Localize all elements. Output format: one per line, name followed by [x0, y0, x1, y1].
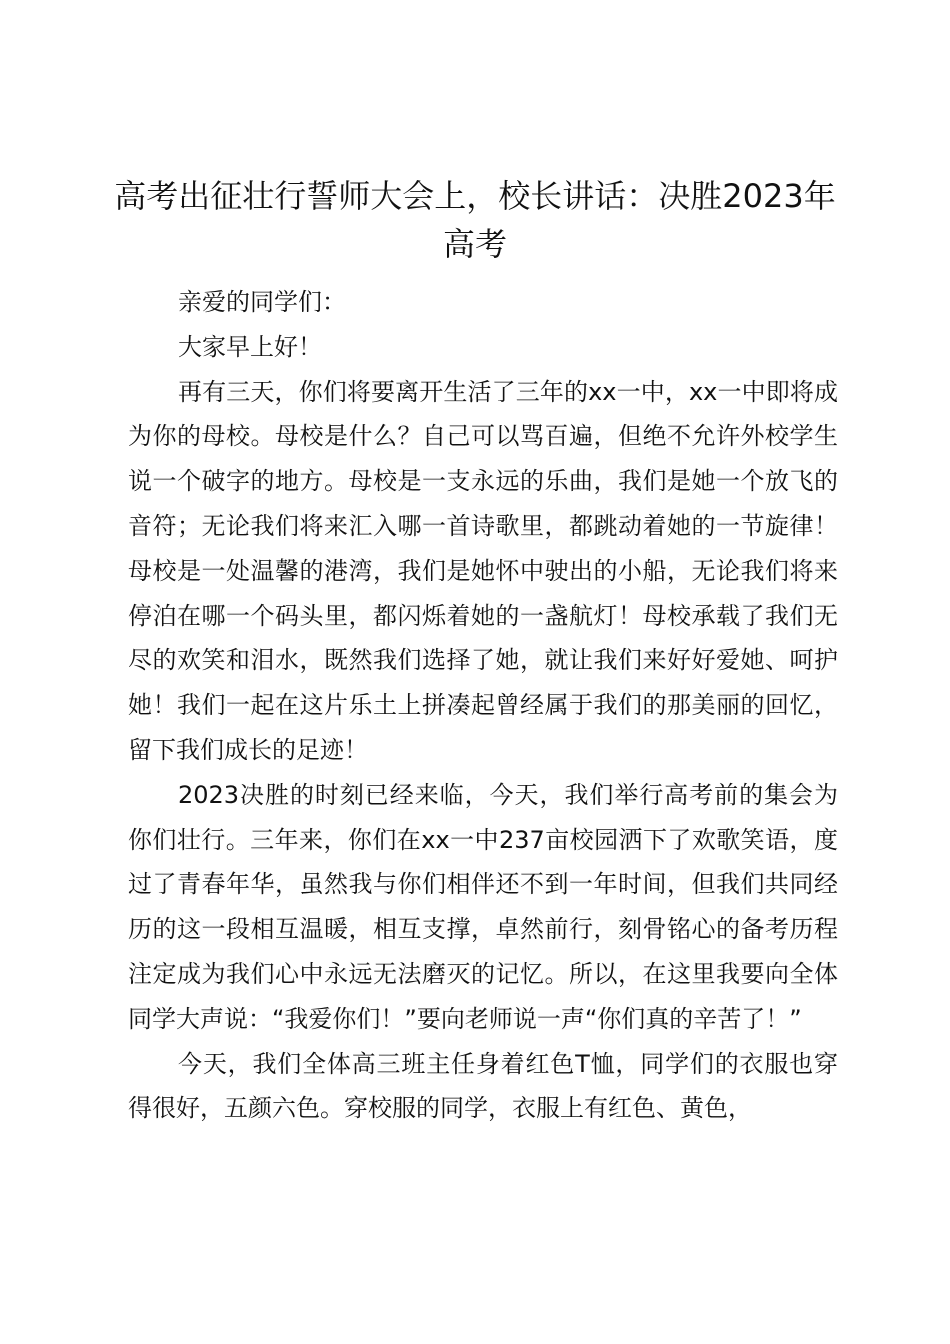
document-body [128, 280, 838, 1131]
greeting: 大家早上好！ [178, 332, 322, 361]
salutation: 亲爱的同学们： [178, 288, 346, 316]
paragraph-alma-mater: 再有三天，你们将要离开生活了三年的xx一中，xx一中即将成为你的母校。母校是什么？自己可以骂百遍，但绝不允许外校学生说一个破字的地方。母校是一支永远的乐曲，我们是她一个放飞的音符；无论我们将来汇入哪一首诗歌里，都跳动着她的一节旋律！母校是一处温馨的港湾，我们是她怀中驶出的小船，无论我们将来停泊在哪一个码头里，都闪烁着她的一盏航灯！母校承载了我们无尽的欢笑和泪水，既然我们选择了她，就让我们来好好爱她、呵护她！我们一起在这片乐土上拼凑起曾经属于我们的那美丽的回忆，留下我们成长的足迹！ [128, 377, 838, 764]
document-title: 高考出征壮行誓师大会上，校长讲话：决胜2023年高考 [114, 177, 836, 263]
paragraph-send-off: 2023决胜的时刻已经来临，今天，我们举行高考前的集会为你们壮行。三年来，你们在xx一中237亩校园洒下了欢歌笑语，度过了青春年华，虽然我与你们相伴还不到一年时间，但我们共同经历的这一段相互温暖，相互支撑，卓然前行，刻骨铭心的备考历程注定成为我们心中永远无法磨灭的记忆。所以，在这里我要向全体同学大声说：“我爱你们！”要向老师说一声“你们真的辛苦了！” [128, 780, 838, 1033]
paragraph-red-tshirts: 今天，我们全体高三班主任身着红色T恤，同学们的衣服也穿得很好，五颜六色。穿校服的同学，衣服上有红色、黄色， [128, 1049, 838, 1123]
